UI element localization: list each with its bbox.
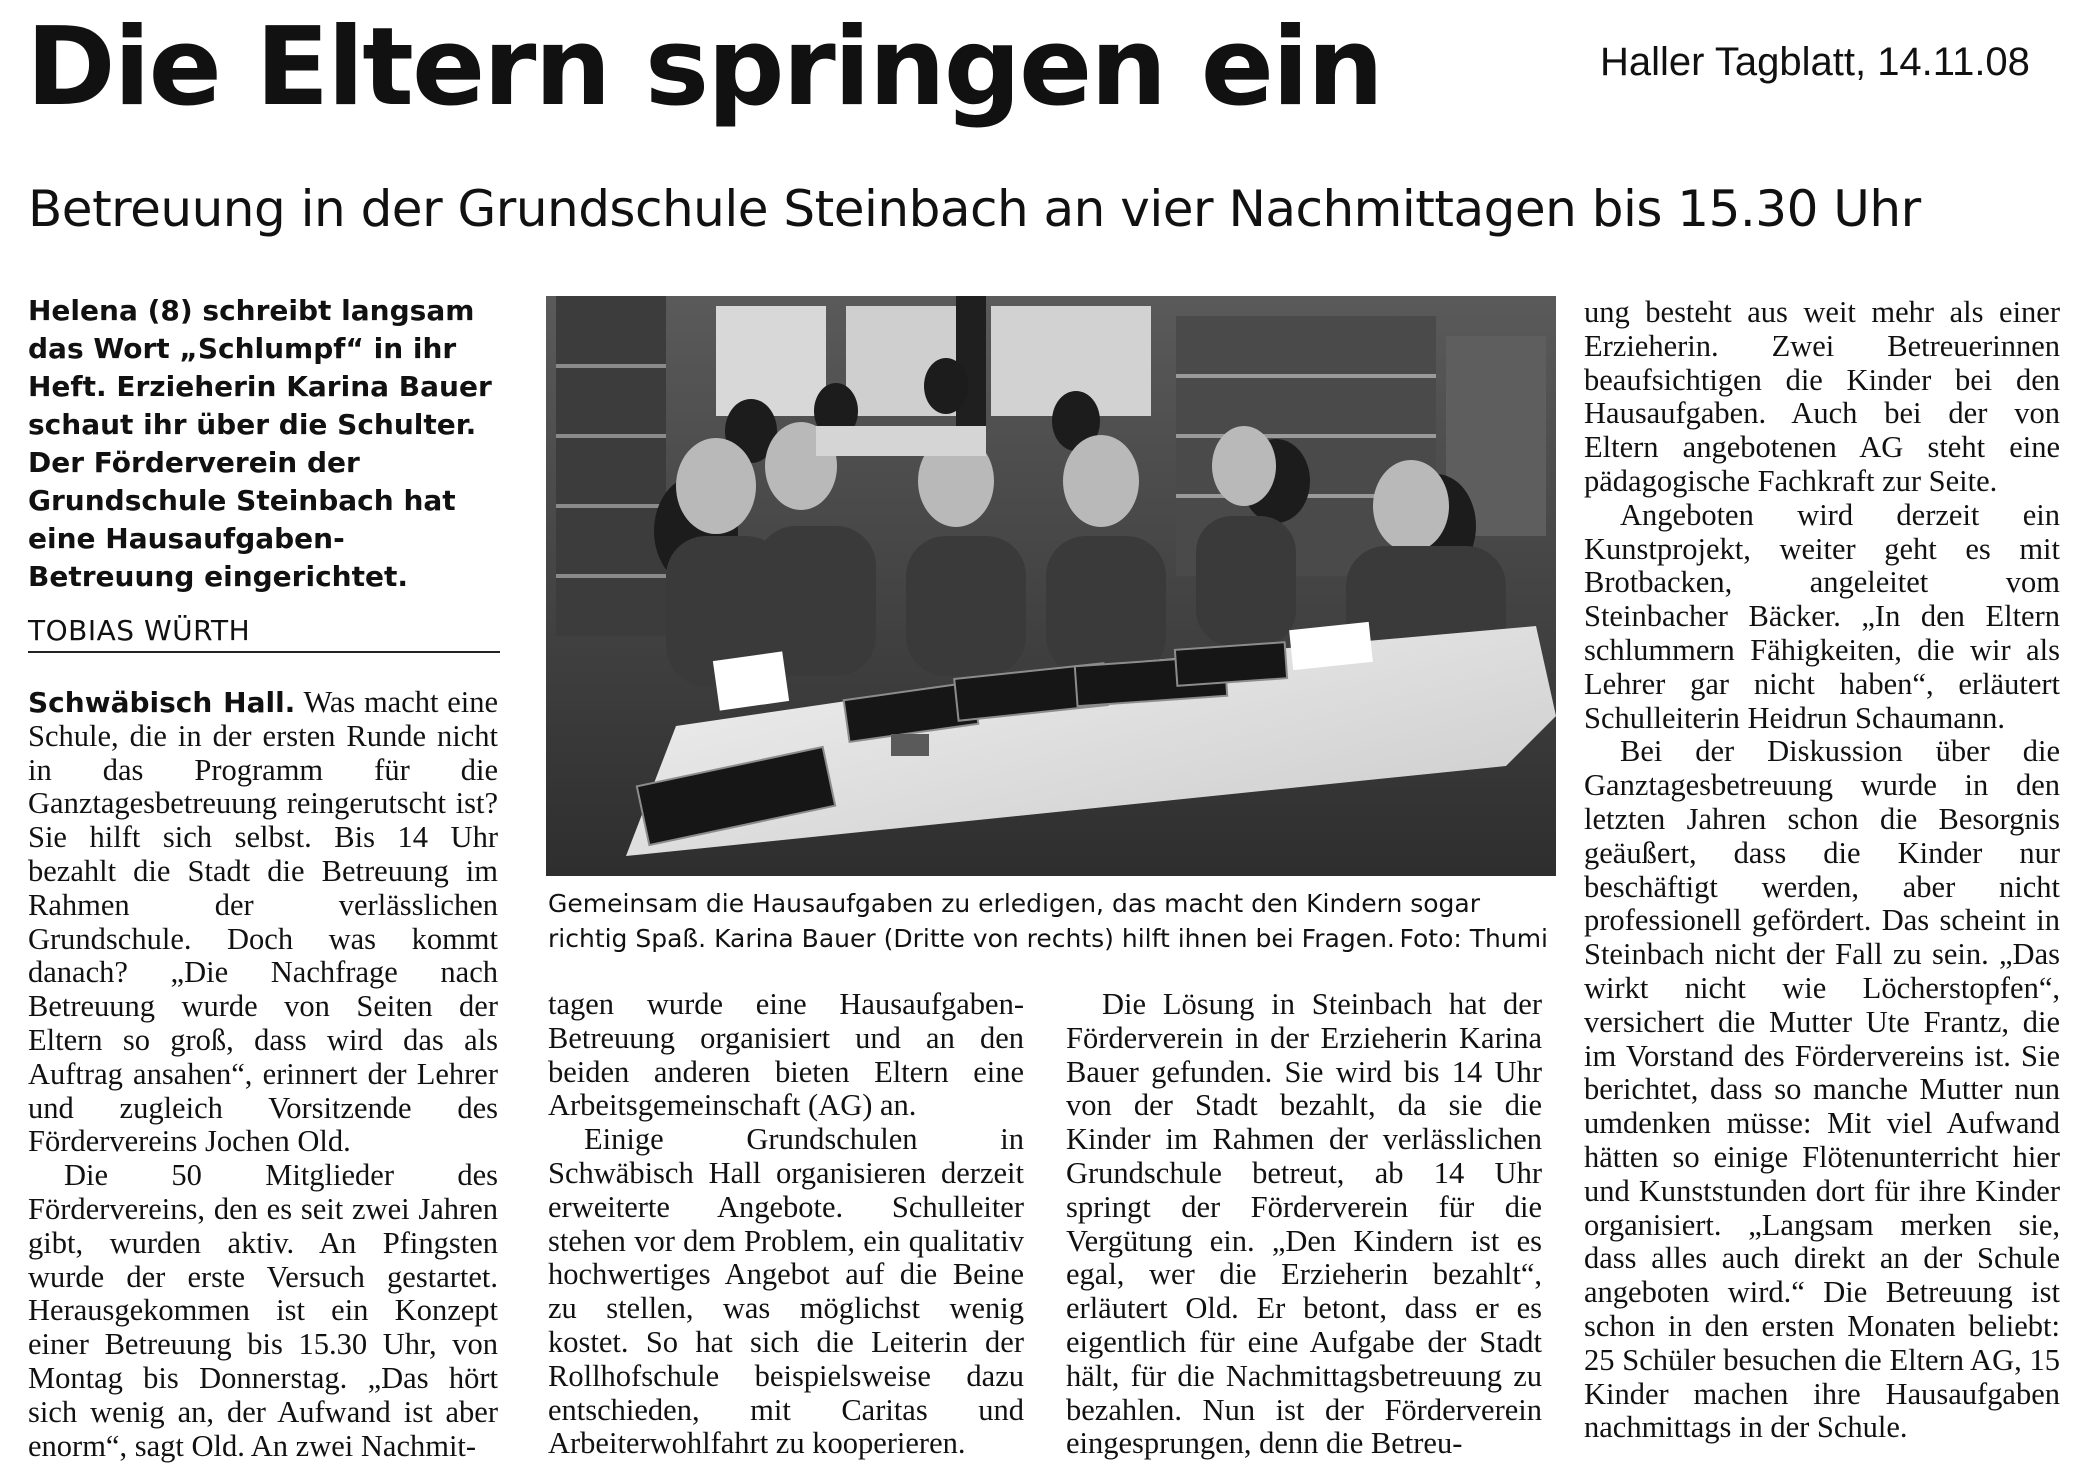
paragraph: Angeboten wird derzeit ein Kunstprojekt, weiter geht es mit Brotbacken, angeleitet vom Steinbacher Bäcker. „In den Eltern schlummern Fähigkeiten, die wir als Lehrer gar nicht haben“, erläutert Schulleiterin Heidrun Schaumann. [1584, 497, 2060, 735]
caption-text: Gemeinsam die Hausaufgaben zu erledigen, das macht den Kindern sogar richtig Spaß. Karina Bauer (Dritte von rechts) hilft ihnen bei Fragen. [548, 889, 1481, 953]
article-column-3 [1066, 988, 1542, 1461]
dateline: Schwäbisch Hall. [28, 686, 296, 719]
article-column-1 [28, 686, 498, 1463]
article-column-4 [1584, 296, 2060, 1445]
article-column-2 [548, 988, 1024, 1461]
classroom-photo [546, 296, 1556, 876]
paragraph: tagen wurde eine Hausaufgaben-Betreuung organisiert und an den beiden anderen bieten Eltern eine Arbeitsgemeinschaft (AG) an. [548, 987, 1024, 1123]
paragraph: ung besteht aus weit mehr als einer Erzieherin. Zwei Betreuerinnen beaufsichtigen die Kinder bei den Hausaufgaben. Auch bei der von Eltern angebotenen AG steht eine pädagogische Fachkraft zur Seite. [1584, 295, 2060, 498]
intro-text: Helena (8) schreibt langsam das Wort „Schlumpf“ in ihr Heft. Erzieherin Karina Bauer schaut ihr über die Schulter. Der Förderverein der Grundschule Steinbach hat eine Hausaufgaben-Betreuung eingerichtet. [28, 294, 492, 593]
subheadline: Betreuung in der Grundschule Steinbach an vier Nachmittagen bis 15.30 Uhr [28, 180, 1921, 238]
paragraph: Bei der Diskussion über die Ganztagesbetreuung wurde in den letzten Jahren schon die Besorgnis geäußert, dass die Kinder nur beschäftigt werden, aber nicht professionell gefördert. Das scheint in Steinbach nicht der Fall zu sein. „Das wirkt nicht wie Löcherstopfen“, versichert die Mutter Ute Frantz, die im Vorstand des Fördervereins ist. Sie berichtet, dass so manche Mutter nun umdenken müsse: Mit viel Aufwand hätten so einige Flötenunterricht hier und Kunststunden dort für ihre Kinder organisiert. „Langsam merken sie, dass alles auch direkt an der Schule angeboten wird.“ Die Betreuung ist schon in den ersten Monaten beliebt: 25 Schüler besuchen die Eltern AG, 15 Kinder machen ihre Hausaufgaben nachmittags in der Schule. [1584, 734, 2060, 1445]
photo-caption [548, 886, 1554, 956]
article-photo [546, 296, 1556, 876]
author-byline: TOBIAS WÜRTH [28, 614, 500, 653]
source-line: Haller Tagblatt, 14.11.08 [1600, 40, 2030, 84]
paragraph: Die Lösung in Steinbach hat der Förderverein in der Erzieherin Karina Bauer gefunden. Sie wird bis 14 Uhr von der Stadt bezahlt, da sie die Kinder im Rahmen der verlässlichen Grundschule betreut, ab 14 Uhr springt der Förderverein für die Vergütung ein. „Den Kindern ist es egal, wer die Erzieherin bezahlt“, erläutert Old. Er betont, dass er es eigentlich für eine Aufgabe der Stadt hält, für die Nachmittagsbetreuung zu bezahlen. Nun ist der Förderverein eingesprungen, denn die Betreu- [1066, 987, 1542, 1461]
headline: Die Eltern springen ein [26, 5, 1382, 130]
paragraph: Einige Grundschulen in Schwäbisch Hall organisieren derzeit erweiterte Angebote. Schulleiter stehen vor dem Problem, ein qualitativ hochwertiges Angebot auf die Beine zu stellen, was möglichst wenig kostet. So hat sich die Leiterin der Rollhofschule beispielsweise dazu entschieden, mit Caritas und Arbeiterwohlfahrt zu kooperieren. [548, 1122, 1024, 1461]
paragraph-text: Was macht eine Schule, die in der ersten Runde nicht in das Programm für die Ganztagesbetreuung reingerutscht ist? Sie hilft sich selbst. Bis 14 Uhr bezahlt die Stadt die Betreuung im Rahmen der verlässlichen Grundschule. Doch was kommt danach? „Die Nachfrage nach Betreuung wurde von Seiten der Eltern so groß, dass wird das als Auftrag ansahen“, erinnert der Lehrer und zugleich Vorsitzende des Fördervereins Jochen Old. [28, 685, 498, 1159]
paragraph [28, 686, 498, 1159]
photo-credit: Foto: Thumi [1399, 924, 1548, 953]
paragraph: Die 50 Mitglieder des Fördervereins, den es seit zwei Jahren gibt, wurden aktiv. An Pfingsten wurde der erste Versuch gestartet. Herausgekommen ist ein Konzept einer Betreuung bis 15.30 Uhr, von Montag bis Donnerstag. „Das hört sich wenig an, der Aufwand ist aber enorm“, sagt Old. An zwei Nachmit- [28, 1158, 498, 1463]
